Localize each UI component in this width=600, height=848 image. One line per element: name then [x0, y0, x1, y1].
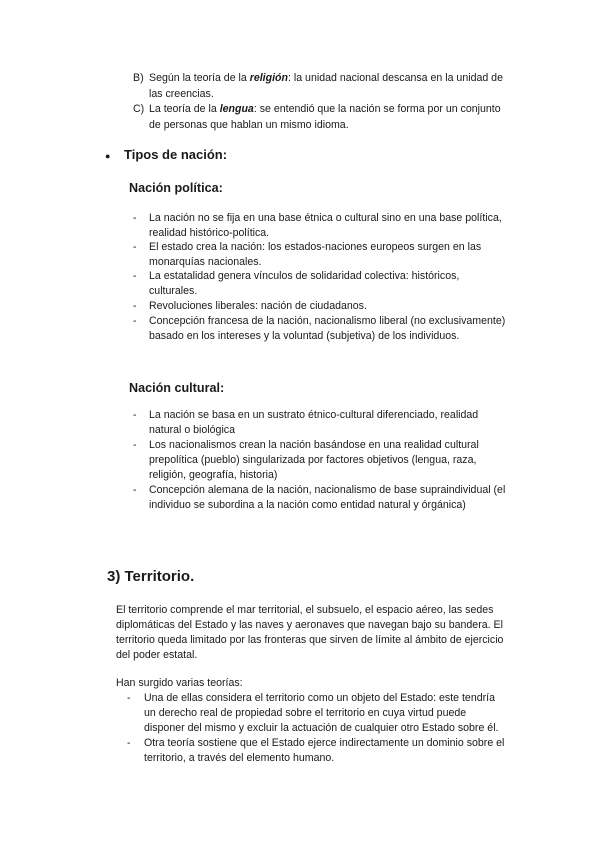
- tipos-heading: Tipos de nación:: [124, 147, 228, 162]
- text-run: : la unidad nacional descansa en la unidad de: [287, 72, 503, 84]
- politica-item-1-line2: realidad histórico-política.: [149, 227, 270, 239]
- dash-marker: -: [133, 241, 137, 253]
- politica-item-3-line1: La estatalidad genera vínculos de solidaridad colectiva: históricos,: [149, 270, 460, 282]
- text-run: Según la teoría de la: [149, 72, 250, 84]
- politica-item-3-line2: culturales.: [149, 285, 198, 297]
- politica-item-5-line1: Concepción francesa de la nación, nacionalismo liberal (no exclusivamente): [149, 315, 506, 327]
- dash-marker: -: [133, 484, 137, 496]
- para-line-4: del poder estatal.: [116, 649, 198, 661]
- territorio-heading: 3) Territorio.: [107, 568, 195, 585]
- para-line-1: El territorio comprende el mar territorial, el subsuelo, el espacio aéreo, las sedes: [116, 604, 494, 616]
- territorio-item-1-line3: disponer del mismo y excluir la actuación de cualquier otro Estado sobre él.: [144, 722, 499, 734]
- bullet-icon: ●: [105, 151, 111, 161]
- cultural-item-1-line2: natural o biológica: [149, 424, 235, 436]
- dash-marker: -: [133, 315, 137, 327]
- cultural-item-3-line2: individuo se subordina a la nación como entidad natural y órgánica): [149, 499, 466, 511]
- dash-marker: -: [133, 409, 137, 421]
- list-item-c-line1: [149, 101, 501, 117]
- dash-marker: -: [133, 439, 137, 451]
- para-line-3: territorio queda limitado por las fronteras que sirven de límite al ámbito de ejercicio: [116, 634, 504, 646]
- list-item-b-line2: las creencias.: [149, 88, 214, 100]
- territorio-intro: Han surgido varias teorías:: [116, 677, 243, 689]
- cultural-heading: Nación cultural:: [129, 381, 225, 395]
- list-marker-c: C): [133, 103, 145, 115]
- text-run: : se entendió que la nación se forma por un conjunto: [253, 103, 501, 115]
- politica-item-2-line1: El estado crea la nación: los estados-naciones europeos surgen en las: [149, 241, 482, 253]
- emphasis-lengua: lengua: [219, 103, 254, 115]
- territorio-item-2-line2: territorio, a través del elemento humano.: [144, 752, 335, 764]
- politica-item-1-line1: La nación no se fija en una base étnica o cultural sino en una base política,: [149, 212, 502, 224]
- dash-marker: -: [133, 212, 137, 224]
- emphasis-religion: religión: [249, 72, 288, 84]
- dash-marker: -: [133, 300, 137, 312]
- para-line-2: diplomáticas del Estado y las naves y aeronaves que navegan bajo su bandera. El: [116, 619, 503, 631]
- cultural-item-2-line1: Los nacionalismos crean la nación basándose en una realidad cultural: [149, 439, 479, 451]
- territorio-item-2-line1: Otra teoría sostiene que el Estado ejerce indirectamente un dominio sobre el: [144, 737, 505, 749]
- politica-heading: Nación política:: [129, 181, 223, 195]
- territorio-item-1-line2: un derecho real de propiedad sobre el territorio en cuya virtud puede: [144, 707, 467, 719]
- list-marker-b: B): [133, 72, 144, 84]
- politica-item-4-line1: Revoluciones liberales: nación de ciudadanos.: [149, 300, 367, 312]
- dash-marker: -: [127, 737, 131, 749]
- territorio-item-1-line1: Una de ellas considera el territorio como un objeto del Estado: este tendría: [144, 692, 495, 704]
- cultural-item-2-line3: religión, geografía, historia): [149, 469, 278, 481]
- text-run: La teoría de la: [149, 103, 220, 115]
- cultural-item-2-line2: prepolítica (pueblo) singularizada por factores objetivos (lengua, raza,: [149, 454, 477, 466]
- dash-marker: -: [133, 270, 137, 282]
- list-item-b-line1: [149, 70, 503, 86]
- cultural-item-3-line1: Concepción alemana de la nación, nacionalismo de base supraindividual (el: [149, 484, 506, 496]
- list-item-c-line2: de personas que hablan un mismo idioma.: [149, 119, 349, 131]
- cultural-item-1-line1: La nación se basa en un sustrato étnico-cultural diferenciado, realidad: [149, 409, 479, 421]
- dash-marker: -: [127, 692, 131, 704]
- politica-item-2-line2: monarquías nacionales.: [149, 256, 262, 268]
- politica-item-5-line2: basado en los intereses y la voluntad (subjetiva) de los individuos.: [149, 330, 460, 342]
